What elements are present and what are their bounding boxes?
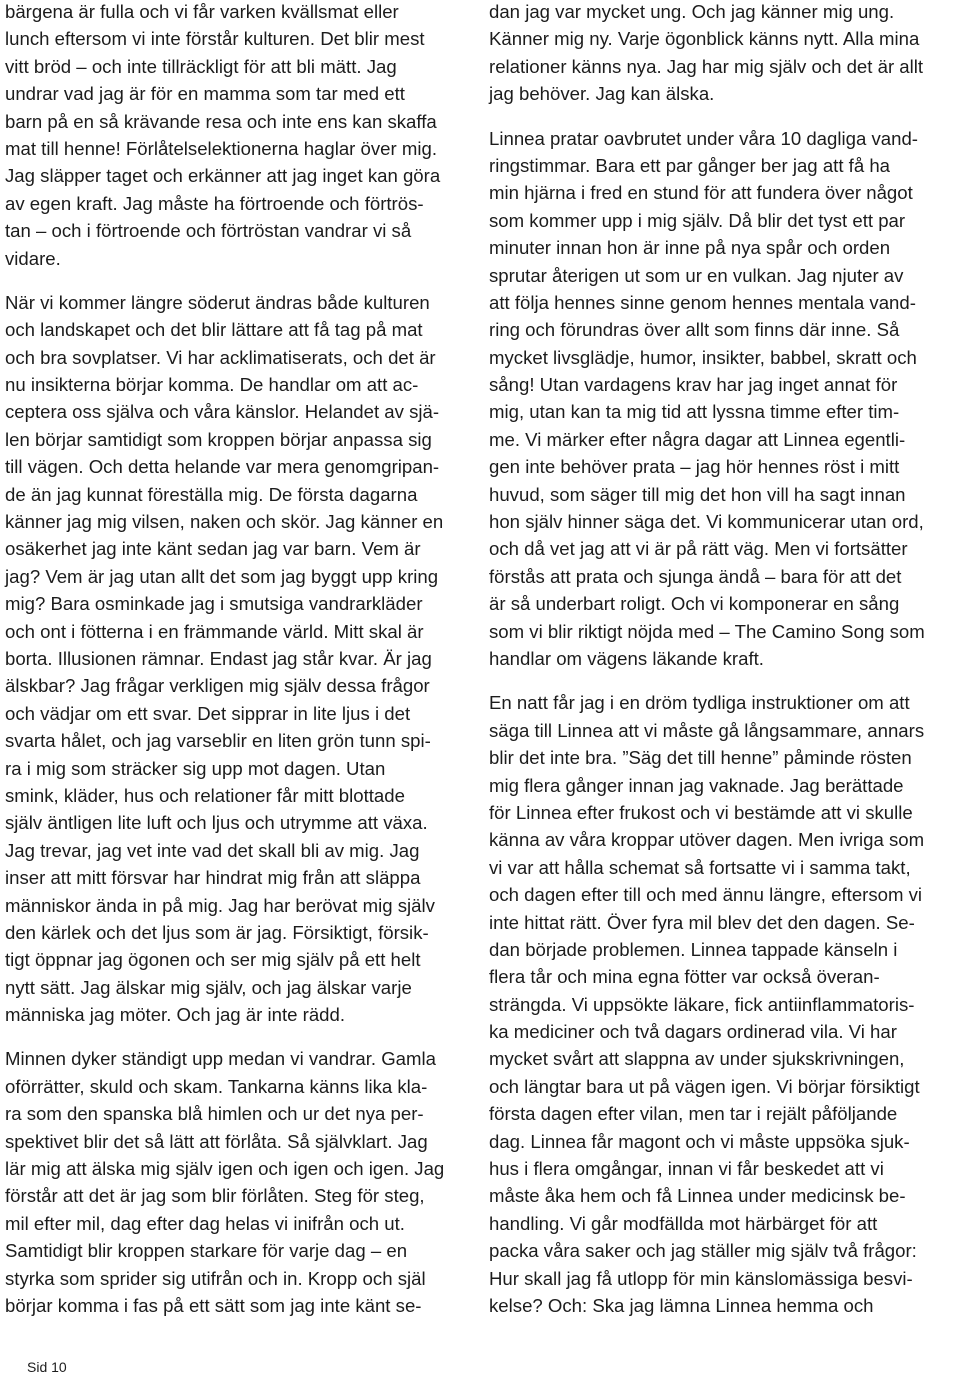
- text-line: av egen kraft. Jag måste ha förtroende och förtrös-: [5, 192, 424, 214]
- paragraph-gap: [5, 272, 475, 289]
- text-line: och vädjar om ett svar. Det sipprar in lite ljus i det: [5, 702, 411, 724]
- text-line: nu insikterna börjar komma. De handlar om att ac-: [5, 374, 419, 396]
- text-line: mat till henne! Förlåtelselektionerna haglar över mig.: [5, 137, 438, 159]
- text-line: kelse? Och: Ska jag lämna Linnea hemma och: [489, 1294, 874, 1316]
- paragraph-gap: [489, 672, 959, 689]
- text-line: mil efter mil, dag efter dag helas vi inifrån och ut.: [5, 1212, 405, 1234]
- text-line: älskbar? Jag frågar verkligen mig själv dessa frågor: [5, 675, 430, 697]
- text-line: jag? Vem är jag utan allt det som jag byggt upp kring: [5, 565, 439, 587]
- text-line: att följa hennes sinne genom hennes mentala vand-: [489, 291, 916, 313]
- text-line: Minnen dyker ständigt upp medan vi vandrar. Gamla: [5, 1048, 436, 1070]
- right-column: [489, 0, 959, 1319]
- text-line: ringstimmar. Bara ett par gånger ber jag att få ha: [489, 154, 891, 176]
- text-line: mycket livsglädje, humor, insikter, babbel, skratt och: [489, 346, 917, 368]
- text-line: känner jag mig vilsen, naken och skör. Jag känner en: [5, 511, 444, 533]
- paragraph-gap: [489, 108, 959, 125]
- text-line: huvud, som säger till mig det hon vill ha sagt innan: [489, 483, 906, 505]
- text-line: för Linnea efter frukost och vi bestämde att vi skulle: [489, 801, 913, 823]
- text-line: blir det inte bra. ”Säg det till henne” påminde rösten: [489, 747, 912, 769]
- paragraph: [5, 289, 475, 1029]
- text-line: tigt öppnar jag ögonen och ser mig själv på ett helt: [5, 949, 421, 971]
- text-line: En natt får jag i en dröm tydliga instruktioner om att: [489, 692, 910, 714]
- text-line: förstår att det är jag som blir förlåten. Steg för steg,: [5, 1185, 425, 1207]
- text-line: mig? Bara osminkade jag i smutsiga vandrarkläder: [5, 593, 423, 615]
- text-line: dan började problemen. Linnea tappade känseln i: [489, 938, 898, 960]
- paragraph: [489, 689, 959, 1319]
- text-line: När vi kommer längre söderut ändras både kulturen: [5, 291, 430, 313]
- text-line: själv äntligen lite luft och ljus och utrymme att växa.: [5, 812, 428, 834]
- text-line: vitt bröd – och inte tillräckligt för att bli mätt. Jag: [5, 55, 397, 77]
- text-line: och längtar bara ut på vägen igen. Vi börjar försiktigt: [489, 1075, 920, 1097]
- text-line: bärgena är fulla och vi får varken kvällsmat eller: [5, 1, 399, 22]
- text-line: är så underbart roligt. Och vi komponerar en sång: [489, 593, 900, 615]
- text-line: och dagen efter till och med ännu längre, eftersom vi: [489, 884, 923, 906]
- text-line: mig, utan kan ta mig tid att lyssna timme efter tim-: [489, 401, 900, 423]
- text-line: människa jag möter. Och jag är inte rädd.: [5, 1004, 346, 1026]
- text-line: handling. Vi går modfällda mot härbärget för att: [489, 1212, 878, 1234]
- text-line: handlar om vägens läkande kraft.: [489, 647, 764, 669]
- text-line: sång! Utan vardagens krav har jag inget annat för: [489, 374, 898, 396]
- text-line: mig flera gånger innan jag vaknade. Jag berättade: [489, 774, 904, 796]
- text-line: gen inte behöver prata – jag hör hennes röst i mitt: [489, 456, 900, 478]
- text-line: ra som den spanska blå himlen och ur det nya per-: [5, 1103, 424, 1125]
- text-line: vi var att hålla schemat så fortsatte vi i samma takt,: [489, 856, 911, 878]
- text-line: relationer känns nya. Jag har mig själv och det är allt: [489, 55, 924, 77]
- text-line: Jag släpper taget och erkänner att jag inget kan göra: [5, 165, 441, 187]
- text-line: människor ända in på mig. Jag har berövat mig själv: [5, 894, 435, 916]
- text-line: undrar vad jag är för en mamma som tar med ett: [5, 83, 405, 105]
- text-line: hus i flera omgångar, innan vi får beskedet att vi: [489, 1158, 884, 1180]
- text-line: jag behöver. Jag kan älska.: [489, 83, 715, 105]
- text-line: dag. Linnea får magont och vi måste uppsöka sjuk-: [489, 1130, 910, 1152]
- text-line: flera tår och mina egna fötter var också överan-: [489, 966, 880, 988]
- text-line: oförrätter, skuld och skam. Tankarna känns lika kla-: [5, 1075, 428, 1097]
- page-number: Sid 10: [27, 1359, 67, 1375]
- text-line: Linnea pratar oavbrutet under våra 10 dagliga vand-: [489, 127, 918, 149]
- text-line: och landskapet och det blir lättare att få tag på mat: [5, 319, 423, 341]
- text-line: känna av våra kroppar utöver dagen. Men ivriga som: [489, 829, 925, 851]
- text-line: osäkerhet jag inte känt sedan jag var barn. Vem är: [5, 538, 421, 560]
- text-line: len börjar samtidigt som kroppen börjar anpassa sig: [5, 428, 432, 450]
- text-line: styrka som sprider sig utifrån och in. Kropp och själ: [5, 1267, 426, 1289]
- text-line: Känner mig ny. Varje ögonblick känns nytt. Alla mina: [489, 28, 920, 50]
- text-line: packa våra saker och jag ställer mig själv två frågor:: [489, 1240, 917, 1262]
- text-line: som kommer upp i mig själv. Då blir det tyst ett par: [489, 209, 906, 231]
- text-line: min hjärna i fred en stund för att fundera över något: [489, 182, 913, 204]
- text-line: svarta hålet, och jag varseblir en liten grön tunn spi-: [5, 730, 431, 752]
- text-line: och bra sovplatser. Vi har acklimatiserats, och det är: [5, 346, 436, 368]
- text-line: som vi blir riktigt nöjda med – The Camino Song som: [489, 620, 925, 642]
- text-line: ceptera oss själva och våra känslor. Helandet av sjä-: [5, 401, 440, 423]
- text-line: och ont i fötterna i en främmande värld. Mitt skal är: [5, 620, 424, 642]
- text-line: ra i mig som sträcker sig upp mot dagen. Utan: [5, 757, 386, 779]
- text-line: Samtidigt blir kroppen starkare för varje dag – en: [5, 1240, 408, 1262]
- text-line: första dagen efter vilan, men tar i rejält påföljande: [489, 1103, 898, 1125]
- text-line: inte hittat rätt. Över fyra mil blev det den dagen. Se-: [489, 911, 915, 933]
- text-line: vidare.: [5, 247, 61, 269]
- text-line: den kärlek och det ljus som är jag. Försiktigt, försik-: [5, 921, 429, 943]
- text-line: smink, kläder, hus och relationer får mitt blottade: [5, 784, 405, 806]
- text-line: spektivet blir det så lätt att förlåta. Så självklart. Jag: [5, 1130, 428, 1152]
- text-line: hon själv hinner säga det. Vi kommunicerar utan ord,: [489, 511, 924, 533]
- text-line: till vägen. Och detta helande var mera genomgripan-: [5, 456, 440, 478]
- text-line: Jag trevar, jag vet inte vad det skall bli av mig. Jag: [5, 839, 420, 861]
- left-column: [5, 0, 475, 1319]
- text-line: dan jag var mycket ung. Och jag känner mig ung.: [489, 1, 895, 22]
- text-line: me. Vi märker efter några dagar att Linnea egentli-: [489, 428, 906, 450]
- paragraph-gap: [5, 1028, 475, 1045]
- paragraph: [5, 1045, 475, 1319]
- text-line: ka mediciner och två dagars ordinerad vila. Vi har: [489, 1021, 897, 1043]
- paragraph: [489, 125, 959, 673]
- text-line: borta. Illusionen rämnar. Endast jag står kvar. Är jag: [5, 647, 432, 669]
- text-line: ring och förundras över allt som finns där inne. Så: [489, 319, 900, 341]
- text-line: lunch eftersom vi inte förstår kulturen. Det blir mest: [5, 28, 425, 50]
- text-line: lär mig att älska mig själv igen och igen och igen. Jag: [5, 1158, 445, 1180]
- text-line: nytt sätt. Jag älskar mig själv, och jag älskar varje: [5, 976, 412, 998]
- paragraph: [489, 0, 959, 108]
- text-line: inser att mitt försvar har hindrat mig från att släppa: [5, 867, 421, 889]
- text-line: sprutar återigen ut som ur en vulkan. Jag njuter av: [489, 264, 904, 286]
- text-line: måste åka hem och få Linnea under medicinsk be-: [489, 1185, 906, 1207]
- text-line: barn på en så krävande resa och inte ens kan skaffa: [5, 110, 437, 132]
- paragraph: [5, 0, 475, 272]
- text-line: förstås att prata och sjunga ändå – bara för att det: [489, 565, 902, 587]
- text-line: säga till Linnea att vi måste gå långsammare, annars: [489, 719, 925, 741]
- text-line: strängda. Vi uppsökte läkare, fick antiinflammatoris-: [489, 993, 915, 1015]
- text-line: Hur skall jag få utlopp för min känslomässiga besvi-: [489, 1267, 913, 1289]
- text-line: mycket svårt att slappna av under sjukskrivningen,: [489, 1048, 905, 1070]
- text-line: tan – och i förtroende och förtröstan vandrar vi så: [5, 220, 412, 242]
- text-line: och då vet jag att vi är på rätt väg. Men vi fortsätter: [489, 538, 908, 560]
- text-line: minuter innan hon är inne på nya spår och orden: [489, 237, 891, 259]
- text-line: de än jag kunnat föreställa mig. De första dagarna: [5, 483, 418, 505]
- text-line: börjar komma i fas på ett sätt som jag inte känt se-: [5, 1294, 422, 1316]
